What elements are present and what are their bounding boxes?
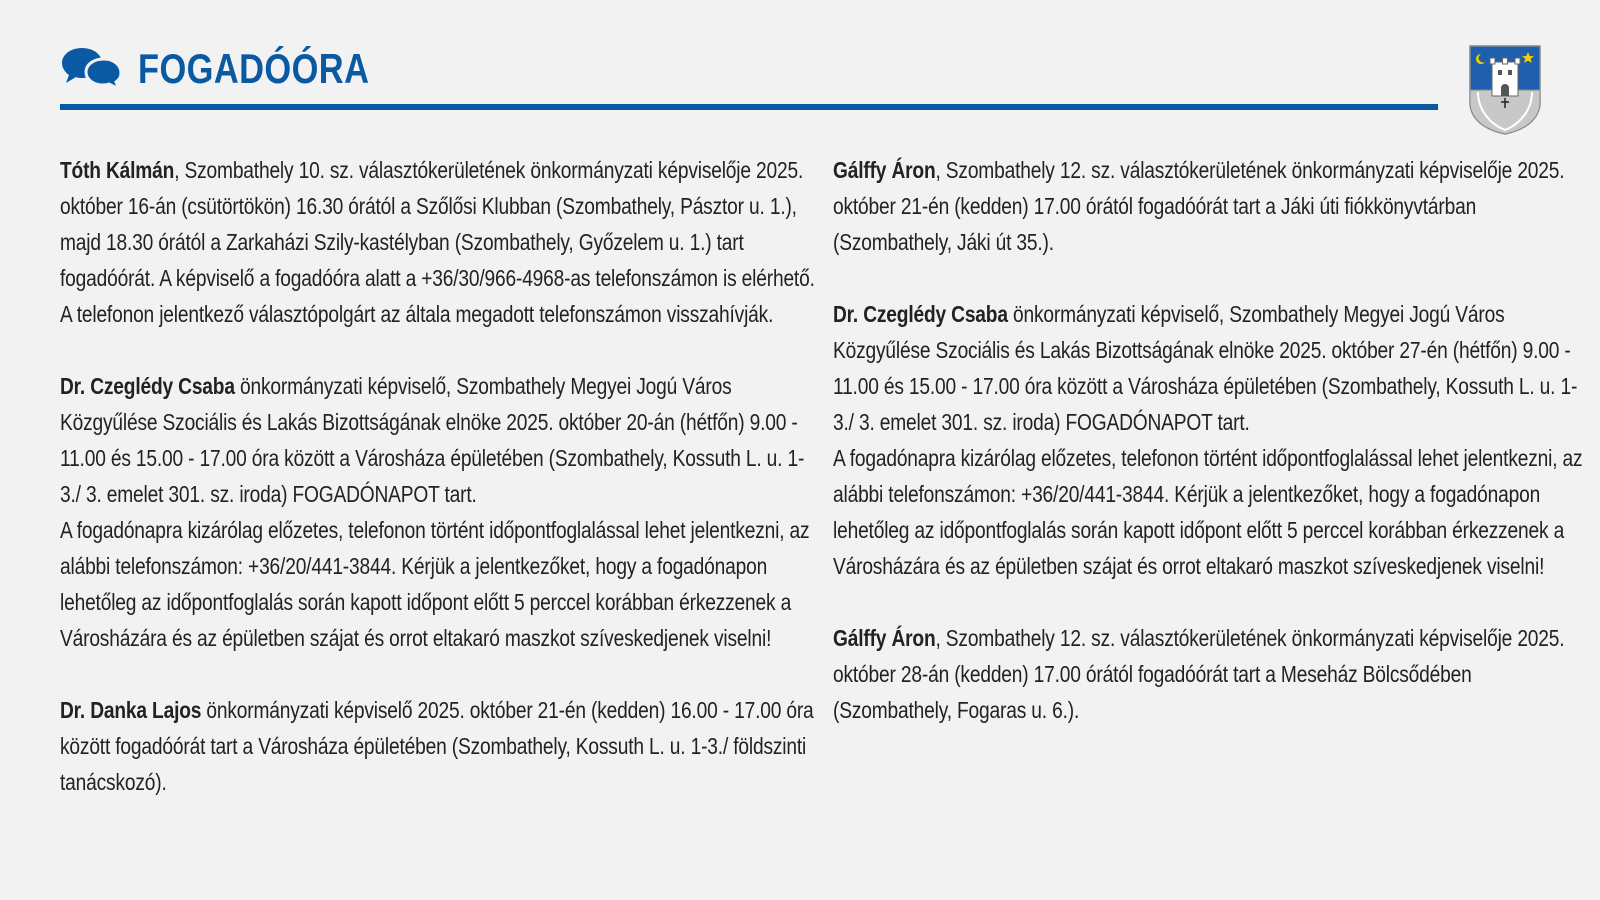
entry-text: önkormányzati képviselő, Szombathely Megyei Jogú Város Közgyűlése Szociális és Lakás Bizottságának elnöke 2025. október 27-én (hétfőn) 9.00 - 11.00 és 15.00 - 17.00 óra között a Városháza épületében (Szombathely, Kossuth L. u. 1-3./ 3. emelet 301. sz. iroda) FOGADÓNAPOT tart. bbox=[833, 301, 1578, 435]
entry-paragraph: A fogadónapra kizárólag előzetes, telefonon történt időpontfoglalással lehet jelentkezni, az alábbi telefonszámon: +36/20/441-3844. Kérjük a jelentkezőket, hogy a fogadónapon lehetőleg az időpontfoglalás során kapott időpont előtt 5 perccel korábban érkezzenek a Városházára és az épületben szájat és orrot eltakaró maszkot szíveskedjenek viselni! bbox=[833, 445, 1583, 579]
city-coat-of-arms-icon bbox=[1468, 44, 1542, 136]
representative-name: Dr. Czeglédy Csaba bbox=[60, 373, 235, 399]
office-hours-entry bbox=[833, 296, 1593, 584]
entry-text: önkormányzati képviselő, Szombathely Megyei Jogú Város Közgyűlése Szociális és Lakás Bizottságának elnöke 2025. október 20-án (hétfőn) 9.00 - 11.00 és 15.00 - 17.00 óra között a Városháza épületében (Szombathely, Kossuth L. u. 1-3./ 3. emelet 301. sz. iroda) FOGADÓNAPOT tart. bbox=[60, 373, 805, 507]
speech-bubbles-icon bbox=[60, 46, 122, 90]
office-hours-entry bbox=[60, 692, 820, 800]
left-column bbox=[60, 152, 820, 836]
entry-paragraph bbox=[833, 152, 1593, 260]
right-column bbox=[833, 152, 1593, 764]
entry-paragraph bbox=[60, 692, 820, 800]
representative-name: Dr. Czeglédy Csaba bbox=[833, 301, 1008, 327]
office-hours-entry bbox=[833, 620, 1593, 728]
entry-text: önkormányzati képviselő 2025. október 21-én (kedden) 16.00 - 17.00 óra között fogadóórát tart a Városháza épületében (Szombathely, Kossuth L. u. 1-3./ földszinti tanácskozó). bbox=[60, 697, 814, 795]
title-divider bbox=[60, 104, 1438, 110]
office-hours-entry bbox=[60, 152, 820, 332]
entry-paragraph bbox=[833, 296, 1593, 440]
entry-paragraph bbox=[60, 368, 820, 512]
representative-name: Dr. Danka Lajos bbox=[60, 697, 202, 723]
office-hours-entry bbox=[60, 368, 820, 656]
entry-paragraph bbox=[833, 620, 1593, 728]
entry-text: , Szombathely 12. sz. választókerületének önkormányzati képviselője 2025. október 28-án (kedden) 17.00 órától fogadóórát tart a Meseház Bölcsődében (Szombathely, Fogaras u. 6.). bbox=[833, 625, 1565, 723]
entry-text: , Szombathely 10. sz. választókerületének önkormányzati képviselője 2025. október 16-án (csütörtökön) 16.30 órától a Szőlősi Klubban (Szombathely, Pásztor u. 1.), majd 18.30 órától a Zarkaházi Szily-kastélyban (Szombathely, Győzelem u. 1.) tart fogadóórát. A képviselő a fogadóóra alatt a +36/30/966-4968-as telefonszámon is elérhető. A telefonon jelentkező választópolgárt az általa megadott telefonszámon visszahívják. bbox=[60, 157, 815, 327]
representative-name: Tóth Kálmán bbox=[60, 157, 175, 183]
entry-paragraph bbox=[60, 152, 820, 332]
page-header bbox=[60, 44, 1438, 94]
representative-name: Gálffy Áron bbox=[833, 157, 936, 183]
entry-paragraph: A fogadónapra kizárólag előzetes, telefonon történt időpontfoglalással lehet jelentkezni, az alábbi telefonszámon: +36/20/441-3844. Kérjük a jelentkezőket, hogy a fogadónapon lehetőleg az időpontfoglalás során kapott időpont előtt 5 perccel korábban érkezzenek a Városházára és az épületben szájat és orrot eltakaró maszkot szíveskedjenek viselni! bbox=[60, 517, 810, 651]
representative-name: Gálffy Áron bbox=[833, 625, 936, 651]
page-title: FOGADÓÓRA bbox=[138, 45, 370, 92]
office-hours-entry bbox=[833, 152, 1593, 260]
entry-text: , Szombathely 12. sz. választókerületének önkormányzati képviselője 2025. október 21-én (kedden) 17.00 órától fogadóórát tart a Jáki úti fiókkönyvtárban (Szombathely, Jáki út 35.). bbox=[833, 157, 1565, 255]
